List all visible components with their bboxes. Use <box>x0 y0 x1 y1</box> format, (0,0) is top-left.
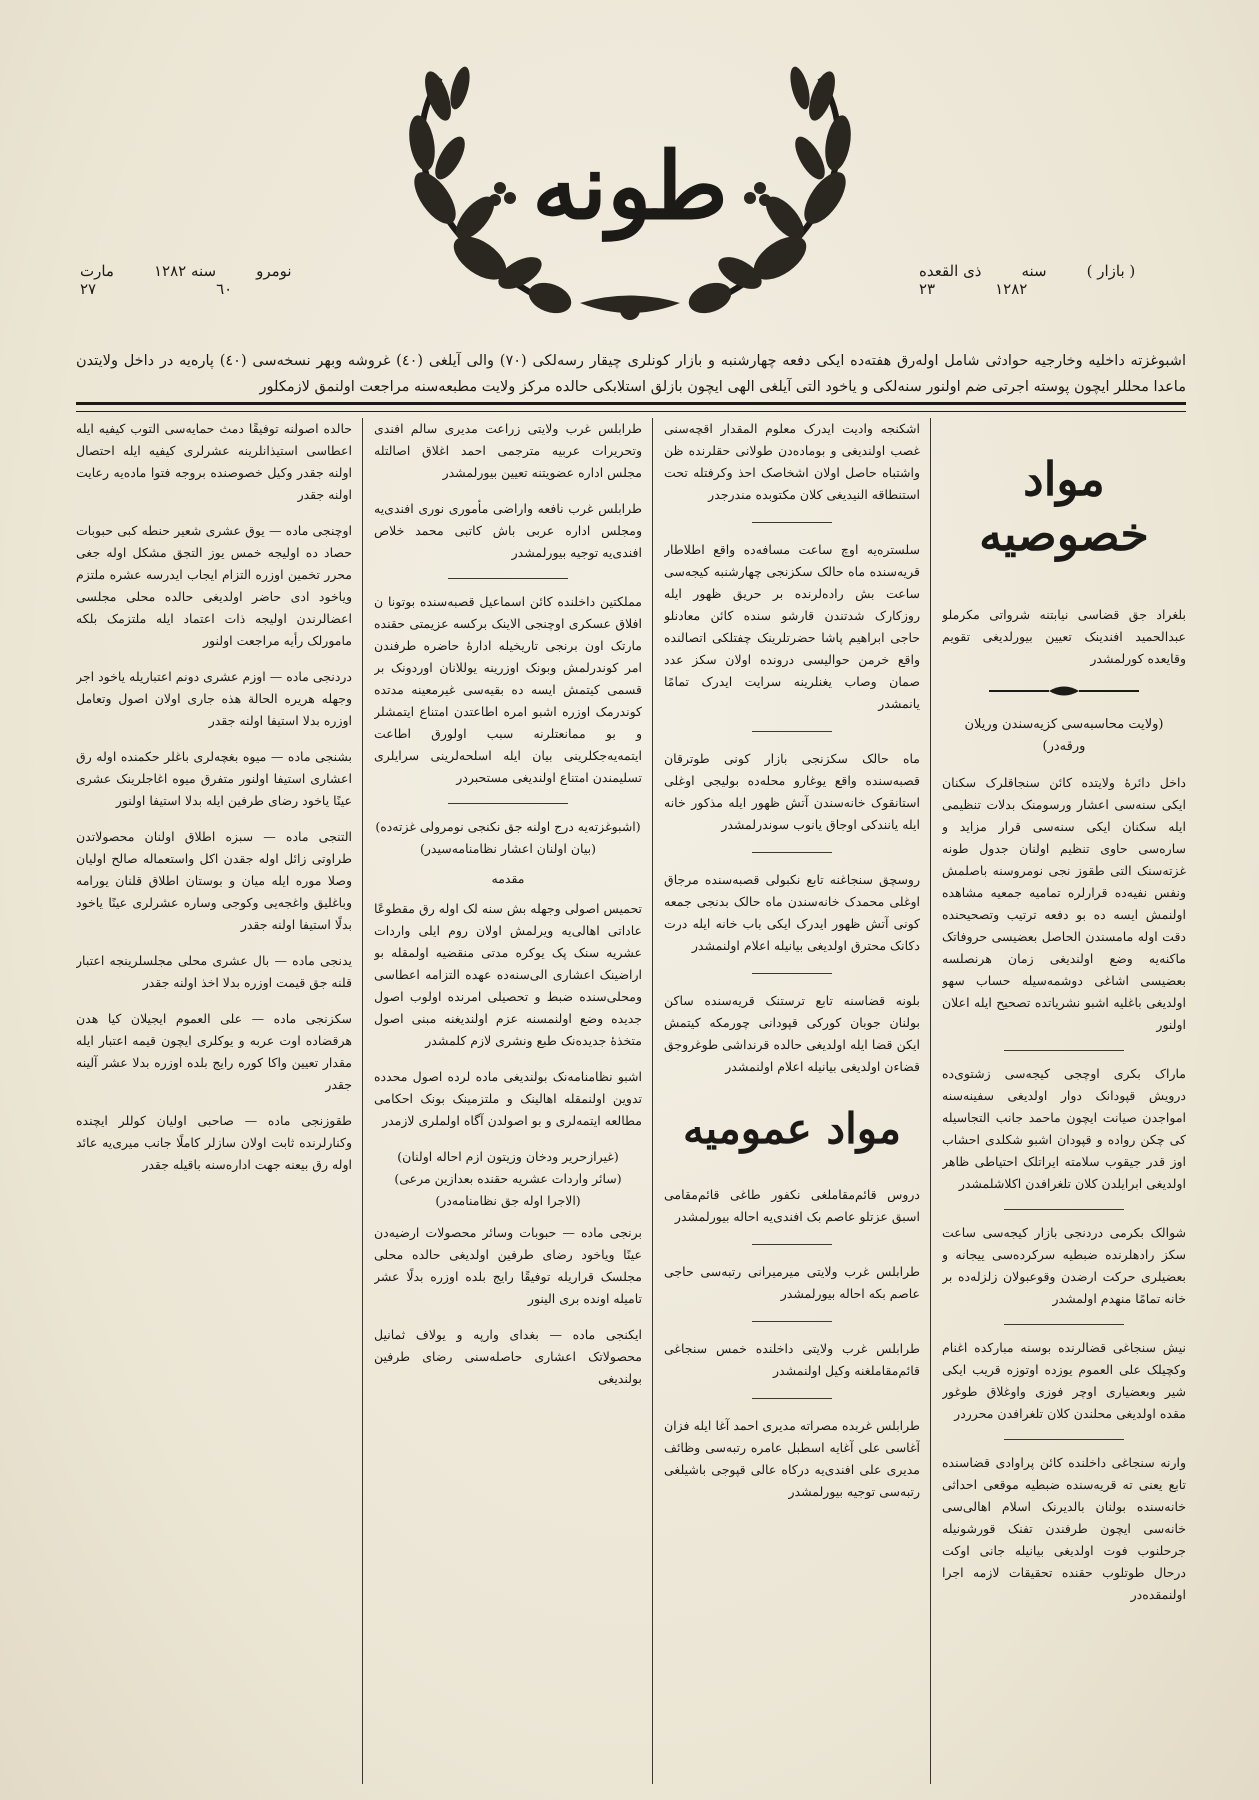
regulation-heading: (الاجرا اوله جق نظامنامه‌در) <box>435 1193 581 1208</box>
article-paragraph: طرابلس غرب ولایتی زراعت مدیری سالم افندی وتحریرات عربیه مترجمی احمد اغلاق اصالتله مجلس اداره عضویتنه تعیین بیورلمشدر <box>374 421 642 480</box>
divider <box>1004 1050 1124 1051</box>
article-paragraph: وارنه سنجاغی داخلنده کائن پراوادی قضاسنده تابع یعنی ته قریه‌سنده ضبطیه موقعی احداثی خانه‌سنده بولنان بالدیرنک اسلام اهالی‌سی خانه‌سی ایچون طرفندن تفنک قورشونیله جرحلنوب فوت اولدیغی بیانیله جانی اوکت درحال طوتلوب حقنده تحقیقات لازمه اجرا اولنمقده‌در <box>942 1455 1186 1603</box>
issue-day-gregorian: ٢٧ <box>80 280 97 298</box>
column-3 <box>374 418 642 1784</box>
article-paragraph: ماراک بکری اوچجی کیجه‌سی زشتوی‌ده درویش قپودانک دوار اولدیغی سفینه‌سنه امواجدن صیانت ایچون ماحمد جانب التجاسیله کی چکن رواده و قپودان اشبو شکلدی احشاب اوز قدر جیقوب سلامته ایراتلک احتیاطی ظاهر اولدیغی ابرایلدن کلان تلغرافدن اکلاشلمشدر <box>942 1066 1186 1192</box>
divider <box>752 731 832 732</box>
issue-label-hijri-month: ذی القعده <box>919 262 982 280</box>
header-divider <box>76 402 1186 412</box>
article-paragraph: ماه حالک سکزنجی بازار کونی طوترقان قصبه‌سنده واقع یوغارو محله‌ده بولیجی اوغلی استانقوک خانه‌سندن آتش ظهور ایله مذکور خانه ایله یانندکی اوجاق یانوب سوندرلمشدر <box>664 751 920 832</box>
article-paragraph: داخل دائرهٔ ولایتده کائن سنجاقلرک سکنان ایکی سنه‌سی اعشار ورسومنک بدلات تنظیمی ایله سکنان ایکی سنه‌سی قرار مزاید و ساره‌سی حاوی تنظیم اولنان جدول طونه غزته‌سنک التی طقوز نجی نومروسنه باصلمش ونفس نفیه‌ده قرارلره تمامیه جمعیه مشاهده اولنمش ایسه ده بو دفعه ترتیب وتصحیحنده دقت اوله مامسندن الحاصل بعضیسی حروفاتک ماکنه‌یه وضع اولندیغی زمان هرنصلسه بعضیسی اشاغی دوشمه‌سیله حساب سهو اولدیغی باغلیه اشبو نشریاتده تصحیح ایله اعلان اولنور <box>942 775 1186 1033</box>
divider <box>752 1244 832 1245</box>
divider <box>752 1321 832 1322</box>
column-divider <box>652 418 653 1784</box>
notice-subheading: (بیان اولنان اعشار نظامنامه‌سیدر) <box>420 841 596 856</box>
divider <box>448 803 568 804</box>
notice-heading: (اشبوغزته‌یه درج اولنه جق نکنجی نومرولی غزته‌ده) <box>375 819 641 834</box>
regulation-heading: (سائر واردات عشریه حقنده بعدازین مرعی) <box>394 1171 622 1186</box>
regulation-article: حالده اصولنه توفیقًا دمث حمایه‌سی التوب کیفیه ایله اعطاسی استیذانلرینه عشرلری کیفیه ایله احتصال اولنه جقدر وکیل خصوصنده بروجه فتوا ماده‌یه رعایت اولنه جقدر <box>76 421 352 502</box>
article-paragraph: اشکنجه وادیت ایدرک معلوم المقدار اقچه‌سنی غصب اولندیغی و بومادەدن طولانی حقلرنده ظن واشتباه حاصل اولان اشخاصک احذ وکرفتله تحت استنطاقه النیدیغی کلان مکتوبده مندرجدر <box>664 421 920 502</box>
column-4 <box>76 418 352 1784</box>
article-paragraph: طرابلس غرب ولایتی داخلنده خمس سنجاغی قائم‌مقاملغنه وکیل اولنمشدر <box>664 1341 920 1379</box>
regulation-article: برنجی ماده — حبوبات وسائر محصولات ارضیه‌دن عینًا ویاخود رضای طرفین اولدیغی حالده محلی مجلسک قراریله توفیقًا رایج بلده اوزره بدلًا عشر تامیله اونده بری الینور <box>374 1225 642 1306</box>
column-divider <box>930 418 931 1784</box>
article-paragraph: طرابلس غرب نافعه واراضی مأموری نوری افندی‌یه ومجلس اداره عربی باش کاتبی محمد خلاص افندی‌یه توجیه بیورلمشدر <box>374 501 642 560</box>
article-paragraph: سلستره‌یه اوچ ساعت مسافەده واقع اطلاطار قریه‌سنده ماه حالک سکزنجی چهارشنبه کیجه‌سی ساعت بش رادەلرنده بر حریق ظهور ایله روزکارک شدتندن قارشو سنده کائن معادنلو حاجی ابراهیم پاشا حضرتلرینک چفتلکی اتصالنده واقع خرمن حوالیسی درونده اولان سکز عدد صمان وصاب یغنلرینه سرایت ایدرک تمامًا یانمشدر <box>664 542 920 711</box>
issue-hijri-day: ٢٣ <box>919 280 936 298</box>
article-paragraph: تحمیس اصولی وجهله بش سنه لک اوله رق مقطوعًا عاداتی اهالی‌یه ویرلمش اولان روم ایلی واردات عشریه سنک پک یوکره مدتی منقضیه اولمقله بو اراضینک اعشاری الی‌سنه‌ده عهده التزامه اعطاسی ومحلی‌سنده ضبط و تحصیلی امرنده اولوب اصول جدیده وضع اولنمسنه عزم اولندیغنه مبنی اصول متخذهٔ جدیده‌نک طبع ونشری لازم کلمشدر <box>374 901 642 1048</box>
section-title-general-news: مواد عمومیه <box>683 1104 901 1153</box>
article-paragraph: طرابلس غربده مصراته مدیری احمد آغا ایله فزان آغاسی علی آغایه اسطبل عامره رتبه‌سی وظائف مدیری علی افندی‌یه درکاه عالی قپوجی باشیلغی رتبه‌سی توجیه بیورلمشدر <box>664 1418 920 1500</box>
column-1 <box>942 418 1186 1784</box>
article-paragraph: بلونه قضاسنه تابع ترستنک قریه‌سنده ساکن بولنان جوبان کورکی قپودانی چورمکه کیتمش ایکن قضا ایله اولدیغی حالده قرنداشی طوغروجق قضاءن اولدیغی بیانیله اعلام اولنمشدر <box>664 993 920 1074</box>
divider <box>448 578 568 579</box>
issue-info-right <box>919 262 1179 298</box>
issue-weekday: ( بازار ) <box>1086 262 1136 280</box>
column-2 <box>664 418 920 1784</box>
regulation-article: ایکنجی ماده — بغدای وارپه و یولاف ثمانیل محصولاتک اعشاری حاصله‌سنی رضای طرفین بولندیغی <box>374 1327 642 1386</box>
article-paragraph: نیش سنجاغی قضالرنده بوسنه مبارکده اغنام وکچیلک علی العموم یوزده اوتوزه قریب ایکی شیر وبعضیاری اوچر فوزی واوغلاق طوغور مقده اولدیغی محلندن کلان تلغرافدن محرردر <box>942 1340 1186 1422</box>
regulation-article: اوچنجی ماده — یوق عشری شعیر حنطه کبی حبوبات حصاد ده اولیجه خمس یوز التجق مشکل اوله جغی محرر تخمین اوزره التزام ایجاب ایدرسه عشره ملتزم ویاخود ادی حاضر اولدیغی حالده محلی مجلسی اعضالرندن اولیجه ذات اعتماد ایله ملتزمک بلکه مامورلک رأیه مراجعت اولنور <box>76 523 352 648</box>
intro-label: مقدمه <box>491 871 525 886</box>
issue-hijri-year: ١٢٨٢ <box>995 280 1028 298</box>
issue-label-hijri-year: سنه <box>1021 262 1047 280</box>
divider <box>752 973 832 974</box>
article-paragraph: دروس قائم‌مقاملغی نکفور طاغی قائم‌مقامی اسبق عزتلو عاصم بک افندی‌یه احاله بیورلمشدر <box>664 1187 920 1225</box>
article-paragraph: طرابلس غرب ولایتی میرمیرانی رتبه‌سی حاجی عاصم بکه احاله بیورلمشدر <box>664 1264 920 1302</box>
article-paragraph: روسچق سنجاغنه تابع نکبولی قصبه‌سنده مرجاق اوغلی محمدک خانه‌سندن ماه حالک بدنجی جمعه کونی آتش ظهور ایدرک ایکی باب خانه ایله درت دکانک محترق اولدیغی بیانیله اعلام اولنمشدر <box>664 872 920 953</box>
article-paragraph: بلغراد جق قضاسی نیابتنه شرواتی مکرملو عبدالحمید افندینک تعیین بیورلدیغی تقویم وقایعده کورلمشدر <box>942 607 1186 667</box>
divider <box>752 1398 832 1399</box>
regulation-heading: (غیرازحریر ودخان وزیتون ازم احاله اولنان) <box>397 1149 619 1164</box>
divider <box>752 522 832 523</box>
regulation-article: التنجی ماده — سبزه اطلاق اولنان محصولاتدن طراوتی زائل اوله جقدن اکل واستعماله صالح اولیان وصلا موره ایله میان و بوستان اطلاق قلنان یورامه وباغلیق واغجه‌یی وکوجی وساره عشرلری عینًا یاخود بدلًا استیفا اولنه جقدر <box>76 829 352 932</box>
article-paragraph: اشبو نظامنامه‌نک بولندیغی ماده لرده اصول محدده تدوین اولنمقله اهالینک و ملتزمینک بونک احکامی مطالعه ایتمه‌لری و بو اصولدن آگاه اولملری لازمدر <box>374 1069 642 1128</box>
divider <box>1004 1324 1124 1325</box>
article-paragraph: شوالک بکرمی دردنجی بازار کیجه‌سی ساعت سکز رادهلرنده ضبطیه سرکرده‌سی ییجانه و بعضیلری حرکت ارضدن وقوعبولان زلزله‌ده بر خانه تمامًا منهدم اولمشدر <box>942 1225 1186 1307</box>
section-title-local-news: مواد خصوصیه <box>979 452 1149 562</box>
divider <box>752 852 832 853</box>
ornamental-rule-icon <box>989 684 1139 698</box>
masthead <box>380 48 880 328</box>
issue-label-year: سنه ١٢٨٢ <box>153 262 217 280</box>
divider <box>1004 1209 1124 1210</box>
article-paragraph: مملکتین داخلنده کائن اسماعیل قصبه‌سنده بوتونا ن افلاق عسکری اوچنجی الاینک برکسه عزیمتی حقنده مارتک اون برنجی تاریخیله ادارهٔ حاضره طرفندن امر کوندرلمش وبونک اوزرینه یوللانان اوردونک بر قسمی کیتمش ایسه ده بقیه‌سی غیرمعینه مدتده کوندرمک اوزره اشبو امره اطاعتدن امتناع ایتمشلر و بو ممانعتلرنه سبب اولورق اطاعت ایتمه‌یه‌جکلرینی بیان ایله اسلحه‌لرینی سرایلری تسلیمندن امتناع اولندیغی مستحبردر <box>374 594 642 785</box>
regulation-article: دردنجی ماده — اوزم عشری دونم اعتباریله یاخود اجر وجهله هریره الحالة هذه جاری اولان اصول وتعامل اوزره بدلا استیفا اولنه جقدر <box>76 669 352 728</box>
regulation-article: سکزنجی ماده — علی العموم ایجیلان کیا هدن هرقضاده اوت عربه و یوکلری ایچون قیمه اعتبار ایله مقدار تعیین واکا کوره رایج بلده اوزره بدلا عشر آلینه جقدر <box>76 1011 352 1092</box>
issue-info-left <box>80 262 340 298</box>
issue-number: ٦٠ <box>216 280 233 298</box>
regulation-article: یدنجی ماده — بال عشری محلی مجلسلرینجه اعتبار قلنه جق قیمت اوزره بدلا اخذ اولنه جقدر <box>76 953 352 990</box>
issue-label-month: مارت <box>80 262 114 280</box>
regulation-article: بشنجی ماده — میوه بغچه‌لری باغلر حکمنده اوله رق اعشاری استیفا اولنور متفرق میوه اغاجلرینک عشری عینًا یاخود رضای طرفین ایله بدلا استیفا اولنور <box>76 749 352 808</box>
issue-label-number: نومرو <box>256 262 292 280</box>
regulation-article: طقوزنجی ماده — صاحبی اولیان کوللر ایچنده وکنارلرنده ثابت اولان سازلر کاملًا جانب میری‌یه عائد اوله رق بیعنه جهت اداره‌سنه باقیله جقدر <box>76 1113 352 1172</box>
divider <box>1004 1439 1124 1440</box>
column-divider <box>362 418 363 1784</box>
subscription-notice: اشبوغزته داخلیه وخارجیه حوادثی شامل اولەرق هفتەده ایکی دفعه چهارشنبه و بازار کونلری چیقار رسەلکی (٧٠) والی آیلغی (٤٠) غروشه وبهر نسخه‌سی (٤٠) پاره‌یه در داخل ولایتدن ماعدا محللر ایچون پوسته اجرتی ضم اولنور سنه‌لکی و یاخود التی آیلغی الهی ایچون بازلق استلابکی حالده مرکز ولایت مطبعه‌سنه مراجعت اولنمق لازمکلور <box>76 353 1186 395</box>
article-heading: (ولایت محاسبه‌سی کزیه‌سندن وریلان ورقه‌در) <box>964 717 1164 755</box>
newspaper-title: طونه <box>532 132 728 240</box>
